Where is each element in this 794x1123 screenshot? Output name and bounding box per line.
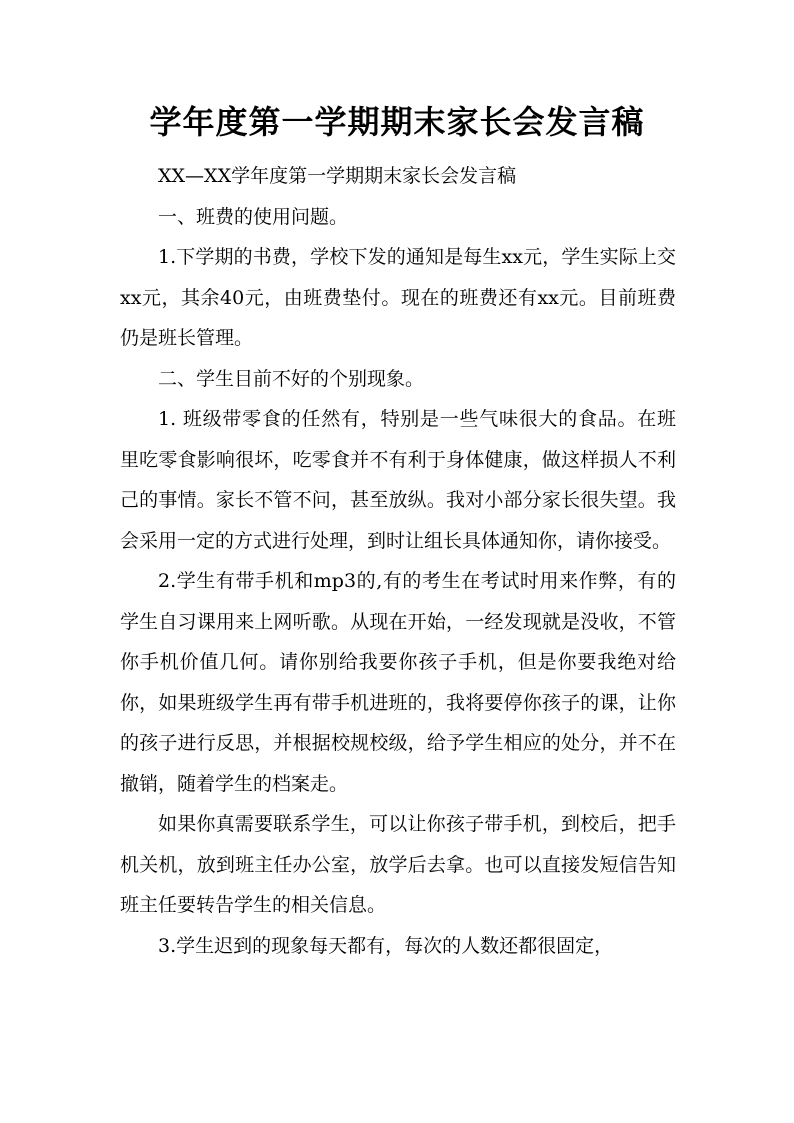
section-heading-student-issues: 二、学生目前不好的个别现象。 (158, 367, 425, 390)
document-title: 学年度第一学期期末家长会发言稿 (149, 103, 645, 141)
paragraph-lateness: 3.学生迟到的现象每天都有，每次的人数还都很固定， (158, 934, 614, 957)
paragraph-contact-students: 如果你真需要联系学生，可以让你孩子带手机，到校后，把手机关机，放到班主任办公室，放学后去拿。也可以直接发短信告知班主任要转告学生的相关信息。 (120, 813, 676, 916)
document-body (120, 156, 676, 966)
subtitle-paragraph: XX—XX学年度第一学期期末家长会发言稿 (158, 165, 517, 187)
paragraph-mobile-phones: 2.学生有带手机和mp3的,有的考生在考试时用来作弊，有的学生自习课用来上网听歌。从现在开始，一经发现就是没收，不管你手机价值几何。请你别给我要你孩子手机，但是你要我绝对给你，如果班级学生再有带手机进班的，我将要停你孩子的课，让你的孩子进行反思，并根据校规校级，给予学生相应的处分，并不在撤销，随着学生的档案走。 (120, 570, 676, 795)
paragraph-book-fee: 1.下学期的书费，学校下发的通知是每生xx元，学生实际上交xx元，其余40元，由班费垫付。现在的班费还有xx元。目前班费仍是班长管理。 (120, 246, 676, 349)
section-heading-class-fund: 一、班费的使用问题。 (158, 205, 349, 228)
paragraph-snacks: 1. 班级带零食的任然有，特别是一些气味很大的食品。在班里吃零食影响很坏，吃零食并不有利于身体健康，做这样损人不利己的事情。家长不管不问，甚至放纵。我对小部分家长很失望。我会采用一定的方式进行处理，到时让组长具体通知你，请你接受。 (120, 408, 676, 552)
